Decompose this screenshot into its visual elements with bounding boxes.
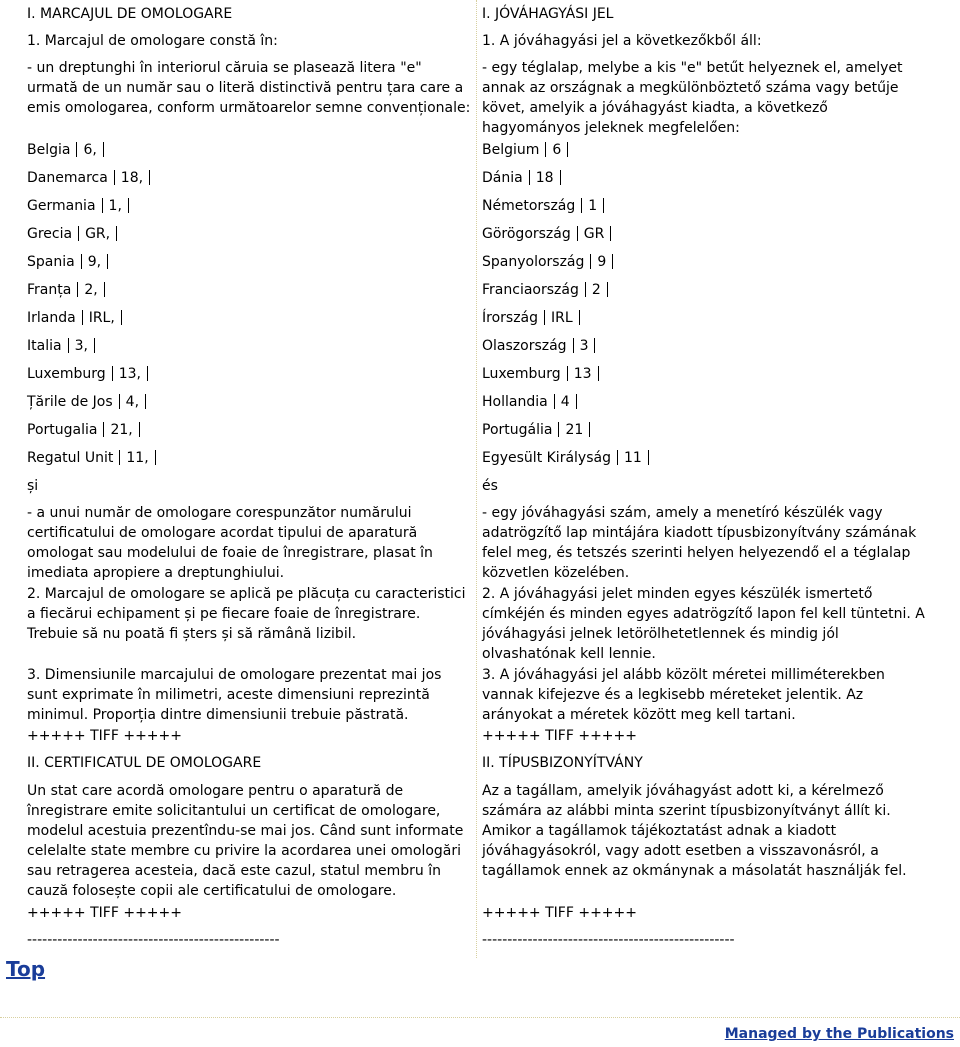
country-name: Țările de Jos <box>27 394 113 410</box>
country-row <box>27 336 476 356</box>
paragraph: - a unui număr de omologare corespunzător numărului certificatului de omologare acordat tipului de aparatură omologat sau modelului de foaie de înregistrare, plasat în imediata apropiere a dreptunghiului. <box>27 505 433 581</box>
box-edge-left <box>529 170 530 185</box>
box-edge-right <box>648 450 649 465</box>
country-code: 11 <box>623 450 642 466</box>
box-edge-left <box>68 338 69 353</box>
box-edge-right <box>155 450 156 465</box>
box-edge-left <box>544 310 545 325</box>
right-column-hungarian <box>476 0 960 958</box>
section-heading: II. TÍPUSBIZONYÍTVÁNY <box>482 755 643 771</box>
section-heading: I. JÓVÁHAGYÁSI JEL <box>482 6 614 22</box>
box-edge-left <box>554 394 555 409</box>
country-name: Dánia <box>482 170 523 186</box>
box-edge-left <box>114 170 115 185</box>
box-edge-right <box>128 198 129 213</box>
paragraph: - egy téglalap, melybe a kis "e" betűt helyeznek el, amelyet annak az országnak a megkülönböztető száma vagy betűje követ, amelyik a jóváhagyást kiadta, a következő hagyományos jeleknek megfelelően: <box>482 60 903 136</box>
conjunction-text: și <box>27 478 39 494</box>
document-page <box>27 0 960 958</box>
dashed-separator: -------------------------------------------------- <box>482 932 735 948</box>
section-heading: I. MARCAJUL DE OMOLOGARE <box>27 6 233 22</box>
box-edge-left <box>558 422 559 437</box>
country-name: Belgium <box>482 142 540 158</box>
box-edge-left <box>590 254 591 269</box>
box-edge-left <box>617 450 618 465</box>
country-row <box>482 224 960 244</box>
box-edge-right <box>567 142 568 157</box>
paragraph: Az a tagállam, amelyik jóváhagyást adott ki, a kérelmező számára az alábbi minta szerint típusbizonyítványt állít ki. Amikor a tagállamok tájékoztatást adnak a kiadott jóváhagyásokról, vagy adott esetben a visszavonásról, a tagállamok ennek az okmánynak a másolatát használják fel. <box>482 783 907 879</box>
country-row <box>482 140 960 160</box>
box-edge-right <box>121 310 122 325</box>
subheading: 1. A jóváhagyási jel a következőkből áll: <box>482 33 762 49</box>
country-row <box>482 336 960 356</box>
country-code: GR <box>583 226 605 242</box>
country-name: Irlanda <box>27 310 76 326</box>
country-name: Franciaország <box>482 282 579 298</box>
country-row <box>482 280 960 300</box>
left-column-romanian <box>27 0 476 958</box>
country-name: Grecia <box>27 226 73 242</box>
box-edge-right <box>147 366 148 381</box>
tiff-placeholder: +++++ TIFF +++++ <box>27 905 182 921</box>
country-code: IRL, <box>88 310 115 326</box>
country-name: Portugália <box>482 422 553 438</box>
country-row <box>27 308 476 328</box>
country-name: Germania <box>27 198 96 214</box>
tiff-placeholder: +++++ TIFF +++++ <box>482 728 637 744</box>
paragraph: - egy jóváhagyási szám, amely a menetíró készülék vagy adatrögzítő lap mintájára kiadott típusbizonyítvány számának felel meg, és tetszés szerinti helyen helyezendő el a téglalap közvetlen közelében. <box>482 505 917 581</box>
box-edge-right <box>589 422 590 437</box>
country-code: 21 <box>565 422 584 438</box>
country-row <box>27 420 476 440</box>
box-edge-left <box>581 198 582 213</box>
conjunction-text: és <box>482 478 498 494</box>
country-code: 3 <box>579 338 589 354</box>
country-code: 21, <box>110 422 133 438</box>
country-name: Írország <box>482 310 539 326</box>
box-edge-left <box>573 338 574 353</box>
country-row <box>27 196 476 216</box>
country-row <box>27 280 476 300</box>
box-edge-right <box>104 282 105 297</box>
country-row <box>27 224 476 244</box>
box-edge-left <box>545 142 546 157</box>
box-edge-left <box>81 254 82 269</box>
box-edge-right <box>116 226 117 241</box>
box-edge-left <box>77 282 78 297</box>
country-name: Belgia <box>27 142 71 158</box>
country-code: 9 <box>597 254 607 270</box>
box-edge-left <box>82 310 83 325</box>
country-row <box>482 252 960 272</box>
country-code: 6, <box>83 142 97 158</box>
country-name: Spanyolország <box>482 254 585 270</box>
country-name: Luxemburg <box>482 366 561 382</box>
country-code: 2 <box>591 282 601 298</box>
box-edge-left <box>103 422 104 437</box>
box-edge-right <box>149 170 150 185</box>
country-row <box>482 364 960 384</box>
country-row <box>27 392 476 412</box>
footer-divider <box>0 1017 960 1018</box>
country-name: Luxemburg <box>27 366 106 382</box>
publications-office-link[interactable]: Managed by the Publications <box>724 1026 954 1042</box>
country-code: IRL <box>551 310 573 326</box>
country-row <box>482 420 960 440</box>
box-edge-right <box>145 394 146 409</box>
box-edge-left <box>567 366 568 381</box>
country-row <box>27 448 476 468</box>
box-edge-left <box>102 198 103 213</box>
box-edge-right <box>612 254 613 269</box>
country-code: 11, <box>126 450 149 466</box>
country-name: Görögország <box>482 226 571 242</box>
box-edge-right <box>560 170 561 185</box>
country-code: 13 <box>573 366 592 382</box>
box-edge-right <box>598 366 599 381</box>
country-code: 1, <box>108 198 122 214</box>
paragraph: 3. A jóváhagyási jel alább közölt méretei milliméterekben vannak kifejezve és a legkisebb méreteket jelentik. Az arányokat a méretek között meg kell tartani. <box>482 667 885 723</box>
country-row <box>482 448 960 468</box>
box-edge-right <box>610 226 611 241</box>
country-code: 2, <box>84 282 98 298</box>
country-code: GR, <box>85 226 111 242</box>
country-code: 4, <box>125 394 140 410</box>
paragraph: 2. Marcajul de omologare se aplică pe plăcuța cu caracteristici a fiecărui echipament și pe fiecare foaie de înregistrare. Trebuie să nu poată fi șters și să rămână lizibil. <box>27 586 466 642</box>
box-edge-left <box>119 394 120 409</box>
country-name: Portugalia <box>27 422 98 438</box>
tiff-placeholder: +++++ TIFF +++++ <box>482 905 637 921</box>
box-edge-left <box>76 142 77 157</box>
paragraph: 3. Dimensiunile marcajului de omologare prezentat mai jos sunt exprimate în milimetri, aceste dimensiuni reprezintă minimul. Proporția dintre dimensiunii trebuie păstrată. <box>27 667 442 723</box>
country-row <box>482 308 960 328</box>
box-edge-right <box>579 310 580 325</box>
country-row <box>482 392 960 412</box>
country-name: Danemarca <box>27 170 108 186</box>
country-name: Regatul Unit <box>27 450 114 466</box>
paragraph: Un stat care acordă omologare pentru o aparatură de înregistrare emite solicitantului un certificat de omologare, modelul acestuia prezentîndu-se mai jos. Când sunt informate celelalte state membre cu privire la acordarea unei omologări sau retragerea acesteia, dacă este cazul, statul membru în cauză folosește copii ale certificatului de omologare. <box>27 783 464 899</box>
country-row <box>27 252 476 272</box>
country-name: Franța <box>27 282 72 298</box>
country-row <box>27 168 476 188</box>
country-name: Spania <box>27 254 75 270</box>
box-edge-left <box>78 226 79 241</box>
country-row <box>27 140 476 160</box>
box-edge-right <box>139 422 140 437</box>
top-link[interactable]: Top <box>6 957 46 981</box>
country-name: Németország <box>482 198 576 214</box>
country-name: Italia <box>27 338 62 354</box>
country-name: Hollandia <box>482 394 548 410</box>
box-edge-left <box>585 282 586 297</box>
country-code: 9, <box>87 254 102 270</box>
box-edge-right <box>607 282 608 297</box>
country-code: 6 <box>552 142 562 158</box>
box-edge-right <box>94 338 95 353</box>
country-code: 13, <box>118 366 141 382</box>
box-edge-right <box>594 338 595 353</box>
country-code: 3, <box>74 338 88 354</box>
country-name: Olaszország <box>482 338 567 354</box>
tiff-placeholder: +++++ TIFF +++++ <box>27 728 182 744</box>
box-edge-right <box>603 198 604 213</box>
box-edge-right <box>107 254 108 269</box>
country-code: 18, <box>120 170 144 186</box>
country-row <box>482 168 960 188</box>
box-edge-right <box>576 394 577 409</box>
paragraph: 2. A jóváhagyási jelet minden egyes készülék ismertető címkéjén és minden egyes adatrögzítő lapon fel kell tüntetni. A jóváhagyási jelnek letörölhetetlennek és mindig jól olvashatónak kell lennie. <box>482 586 925 662</box>
box-edge-left <box>577 226 578 241</box>
subheading: 1. Marcajul de omologare constă în: <box>27 33 278 49</box>
country-name: Egyesült Királyság <box>482 450 611 466</box>
section-heading: II. CERTIFICATUL DE OMOLOGARE <box>27 755 262 771</box>
country-code: 1 <box>588 198 598 214</box>
country-code: 4 <box>560 394 570 410</box>
dashed-separator: -------------------------------------------------- <box>27 932 280 948</box>
box-edge-left <box>119 450 120 465</box>
paragraph: - un dreptunghi în interiorul căruia se plasează litera "e" urmată de un număr sau o literă distinctivă pentru țara care a emis omologarea, conform următoarelor semne convenționale: <box>27 60 471 116</box>
box-edge-left <box>112 366 113 381</box>
country-row <box>482 196 960 216</box>
box-edge-right <box>103 142 104 157</box>
country-code: 18 <box>535 170 554 186</box>
country-row <box>27 364 476 384</box>
